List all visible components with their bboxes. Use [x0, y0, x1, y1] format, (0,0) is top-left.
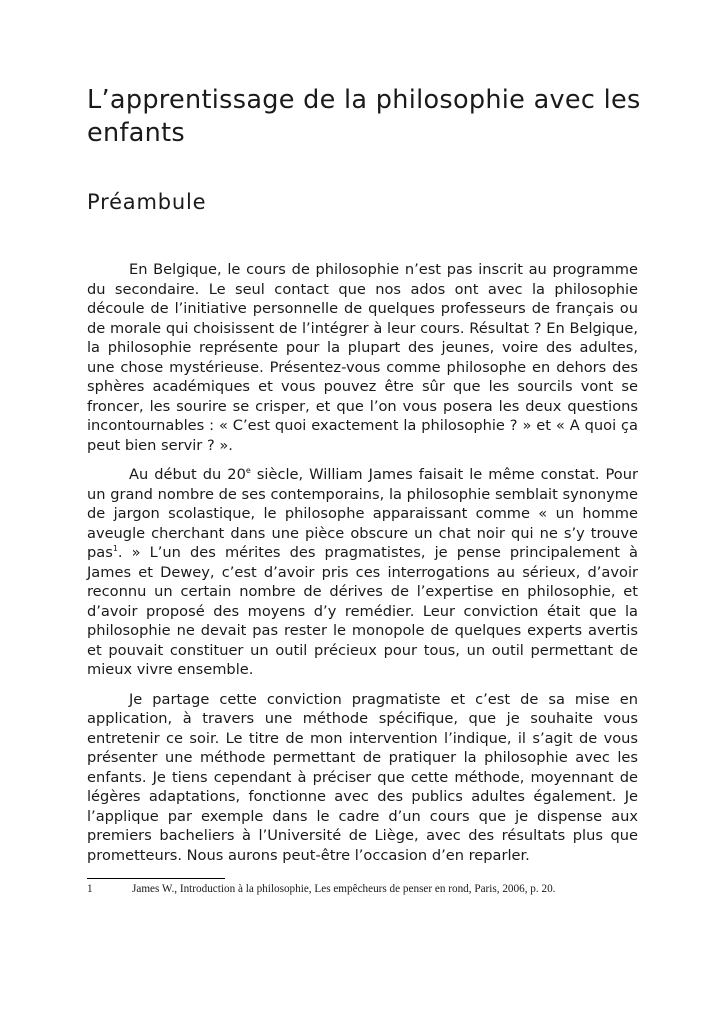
footnote: [87, 882, 647, 896]
footnote-text: James W., Introduction à la philosophie, Les empêcheurs de penser en rond, Paris, 2006, p. 20.: [132, 883, 556, 895]
paragraph-1: En Belgique, le cours de philosophie n’est pas inscrit au programme du secondaire. Le seul contact que nos ados ont avec la philosophie découle de l’initiative personnelle de quelques professeurs de français ou de morale qui choisissent de l’intégrer à leur cours. Résultat ? En Belgique, la philosophie représente pour la plupart des jeunes, voire des adultes, une chose mystérieuse. Présentez-vous comme philosophe en dehors des sphères académiques et vous pouvez être sûr que les sourcils vont se froncer, les sourire se crisper, et que l’on vous posera les deux questions incontournables : « C’est quoi exactement la philosophie ? » et « A quoi ça peut bien servir ? ».: [87, 261, 638, 454]
paragraph-2: [87, 465, 638, 680]
document-title: L’apprentissage de la philosophie avec les enfants: [87, 85, 641, 148]
footnote-separator: [87, 878, 225, 879]
paragraph-2-part-1: Au début du 20: [129, 466, 246, 483]
footnote-reference[interactable]: 1: [112, 544, 118, 554]
footnote-number: 1: [87, 883, 93, 895]
paragraph-2-part-2: siècle, William James faisait le même constat. Pour un grand nombre de ses contemporains, la philosophie semblait synonyme de jargon scolastique, le philosophe apparaissant comme « un homme aveugle cherchant dans une pièce obscure un chat noir qui ne s’y trouve pas: [87, 466, 638, 561]
body-text: [87, 260, 638, 875]
superscript-e: e: [245, 466, 251, 476]
paragraph-2-part-3: . » L’un des mérites des pragmatistes, je pense principalement à James et Dewey, c’est d’avoir pris ces interrogations au sérieux, d’avoir reconnu un certain nombre de dérives de l’expertise en philosophie, et d’avoir proposé des moyens d’y remédier. Leur conviction était que la philosophie ne devait pas rester le monopole de quelques experts avertis et pouvait constituer un outil précieux pour tous, un outil permettant de mieux vivre ensemble.: [87, 544, 638, 678]
paragraph-3: Je partage cette conviction pragmatiste et c’est de sa mise en application, à travers une méthode spécifique, que je souhaite vous entretenir ce soir. Le titre de mon intervention l’indique, il s’agit de vous présenter une méthode permettant de pratiquer la philosophie avec les enfants. Je tiens cependant à préciser que cette méthode, moyennant de légères adaptations, fonctionne avec des publics adultes également. Je l’applique par exemple dans le cadre d’un cours que je dispense aux premiers bacheliers à l’Université de Liège, avec des résultats plus que prometteurs. Nous aurons peut-être l’occasion d’en reparler.: [87, 690, 638, 864]
section-heading: Préambule: [87, 190, 207, 214]
